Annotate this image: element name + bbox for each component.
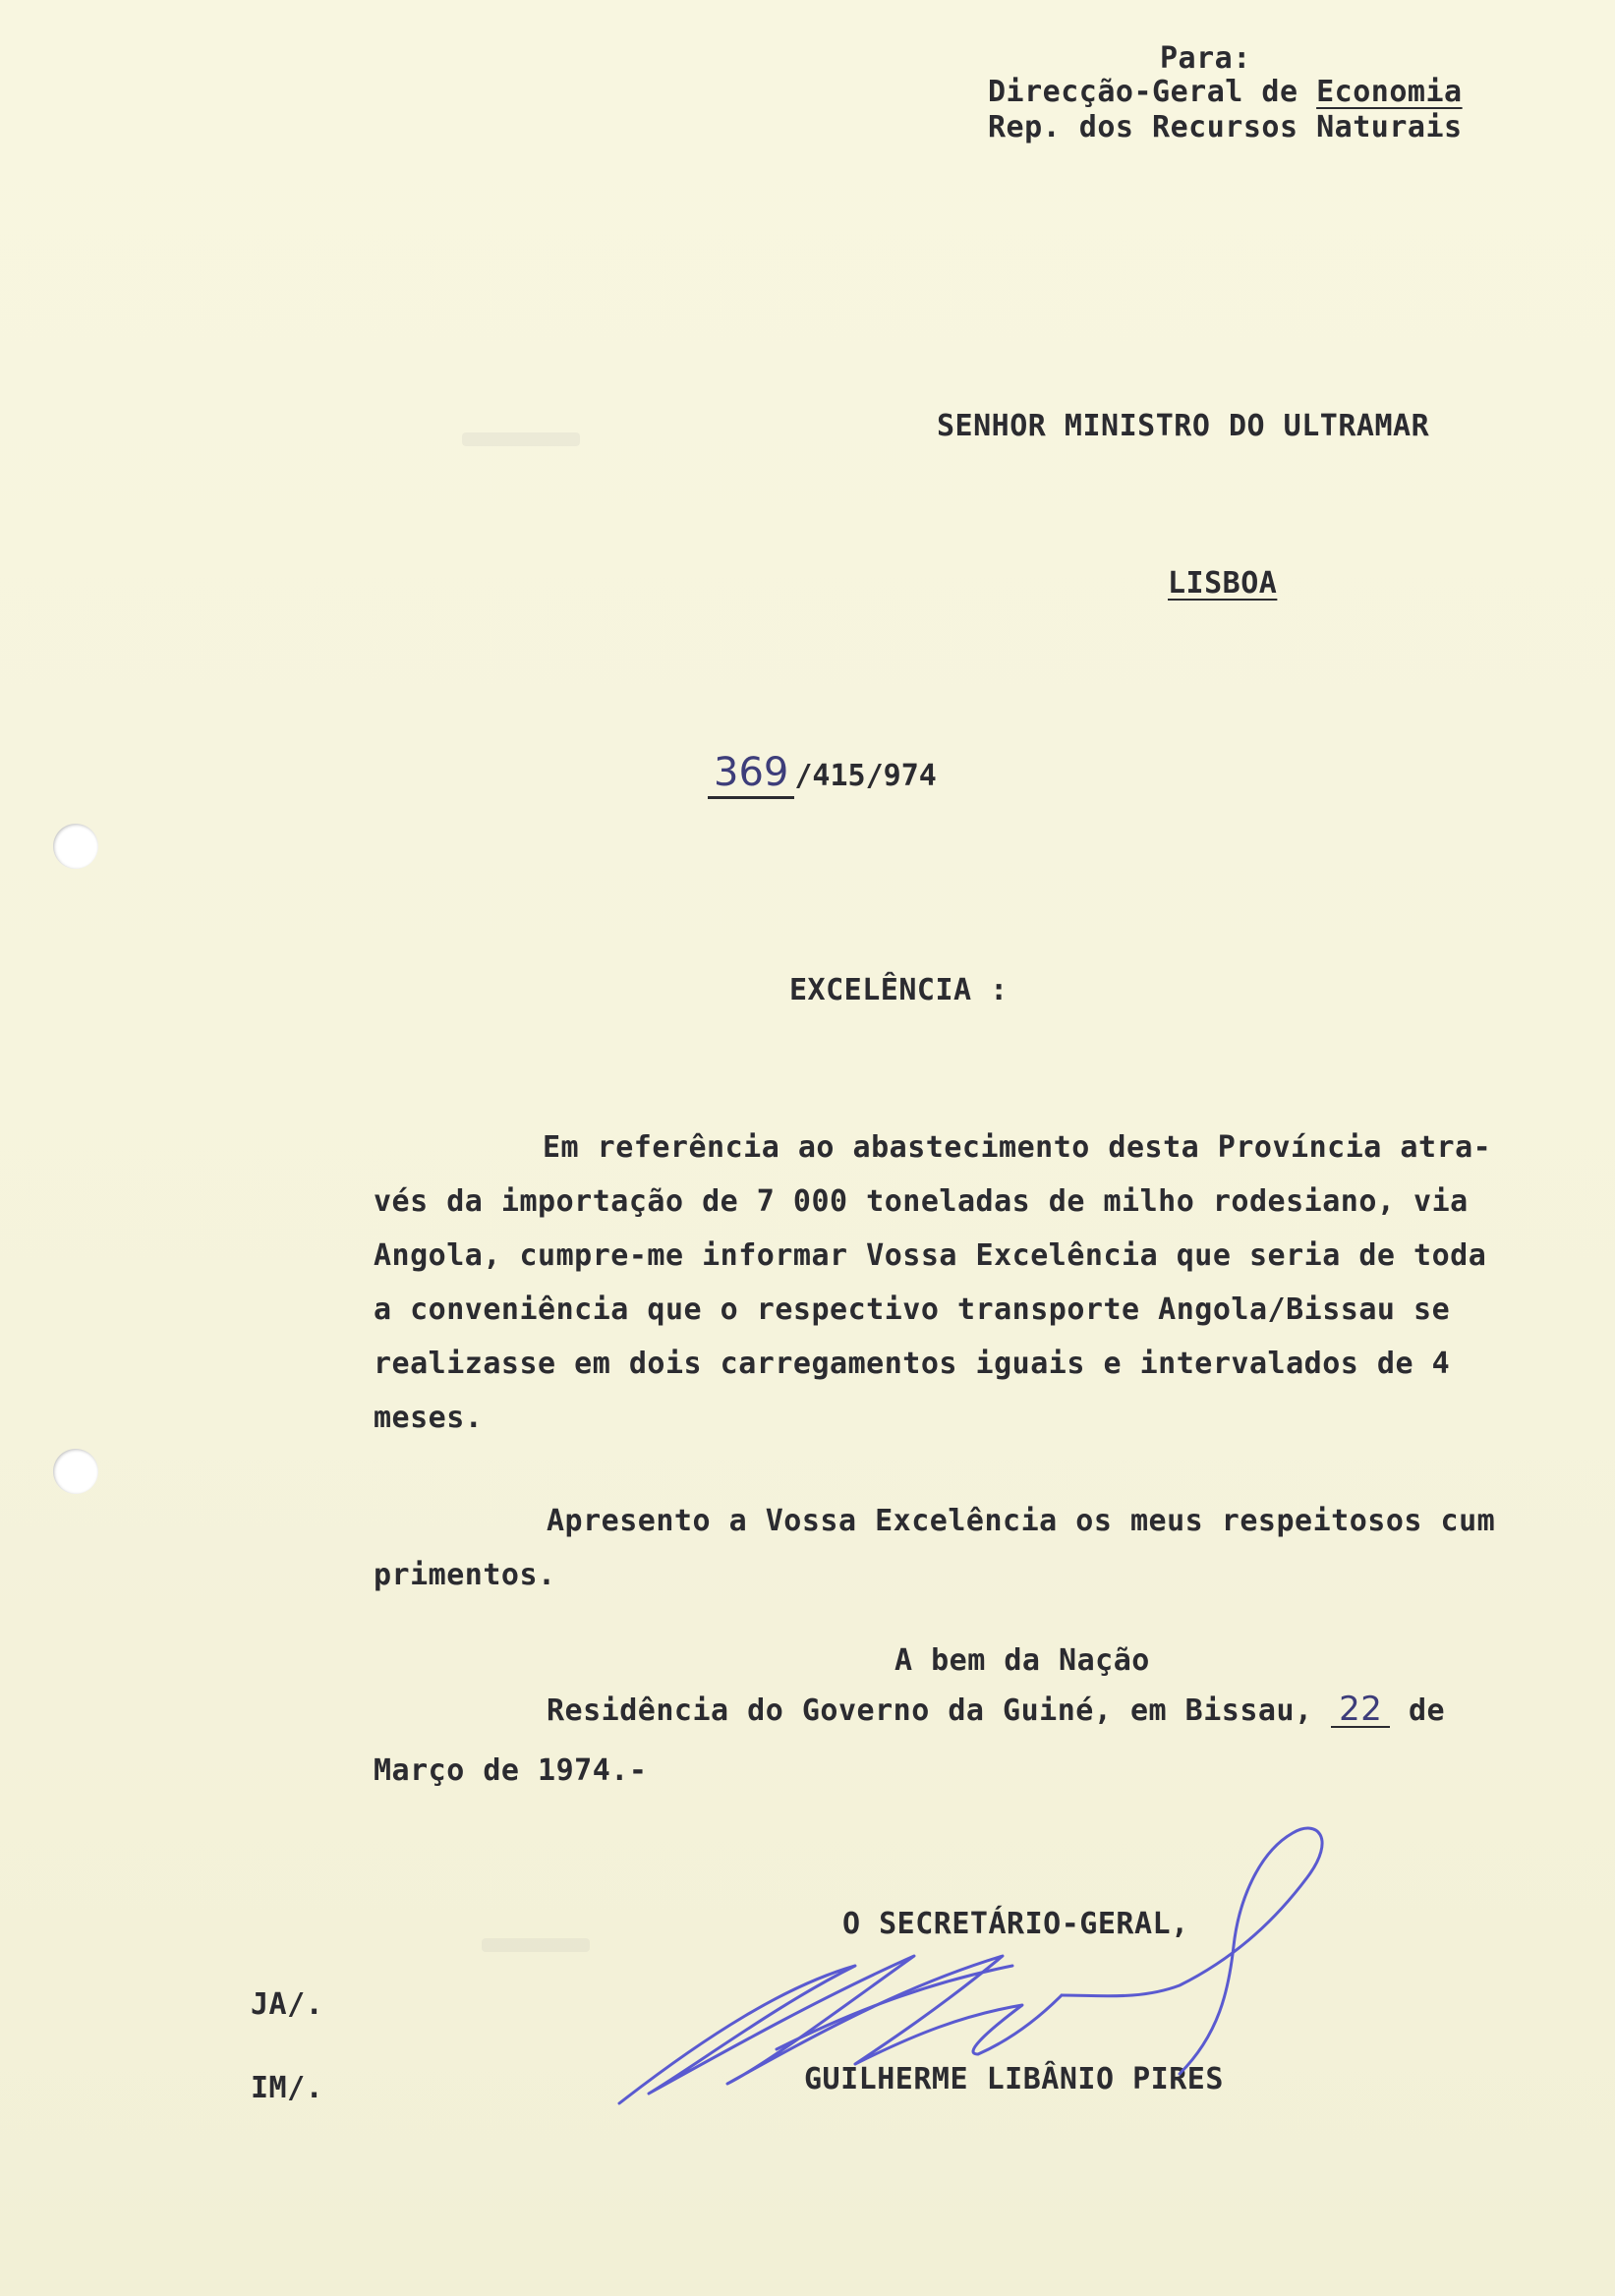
handwritten-signature [590,1808,1415,2133]
signatory-name: GUILHERME LIBÂNIO PIRES [804,2062,1224,2096]
punch-hole-bottom [53,1449,98,1494]
salutation: EXCELÊNCIA : [789,973,1009,1007]
recipient-department [988,75,1463,109]
date-connector: de [1408,1693,1446,1728]
underlined-word: Economia [1316,75,1463,109]
closing-formula: A bem da Nação [894,1643,1150,1678]
place-date-line [547,1690,1446,1729]
recipient-division: Rep. dos Recursos Naturais [988,110,1463,144]
body-line: realizasse em dois carregamentos iguais e intervalados de 4 [374,1347,1451,1381]
signatory-title: O SECRETÁRIO-GERAL, [842,1907,1189,1941]
paper-smudge [462,432,580,446]
punch-hole-top [53,824,98,869]
place-text: Residência do Governo da Guiné, em Bissau, [547,1693,1313,1728]
body-line: Angola, cumpre-me informar Vossa Excelência que seria de toda [374,1238,1487,1273]
addressee-city: LISBOA [1168,566,1278,601]
date-line: Março de 1974.- [374,1753,648,1788]
body-line: a conveniência que o respectivo transporte Angola/Bissau se [374,1292,1451,1327]
recipient-label: Para: [1160,41,1251,76]
typist-initials: JA/. [251,1987,324,2022]
body-line: Em referência ao abastecimento desta Província atra- [543,1130,1492,1165]
body-line: meses. [374,1401,484,1435]
reference-typed: /415/974 [794,759,937,793]
handwritten-day: 22 [1331,1693,1390,1728]
reference-number [708,749,937,799]
typist-initials: IM/. [251,2071,324,2105]
closing-line: primentos. [374,1558,556,1592]
body-line: vés da importação de 7 000 toneladas de milho rodesiano, via [374,1184,1469,1219]
paper-smudge [482,1938,590,1952]
closing-line: Apresento a Vossa Excelência os meus respeitosos cum [547,1504,1496,1538]
recipient-department-text: Direcção-Geral de Economia [988,75,1463,109]
reference-handwritten: 369 [708,749,794,799]
addressee-title: SENHOR MINISTRO DO ULTRAMAR [937,409,1430,443]
